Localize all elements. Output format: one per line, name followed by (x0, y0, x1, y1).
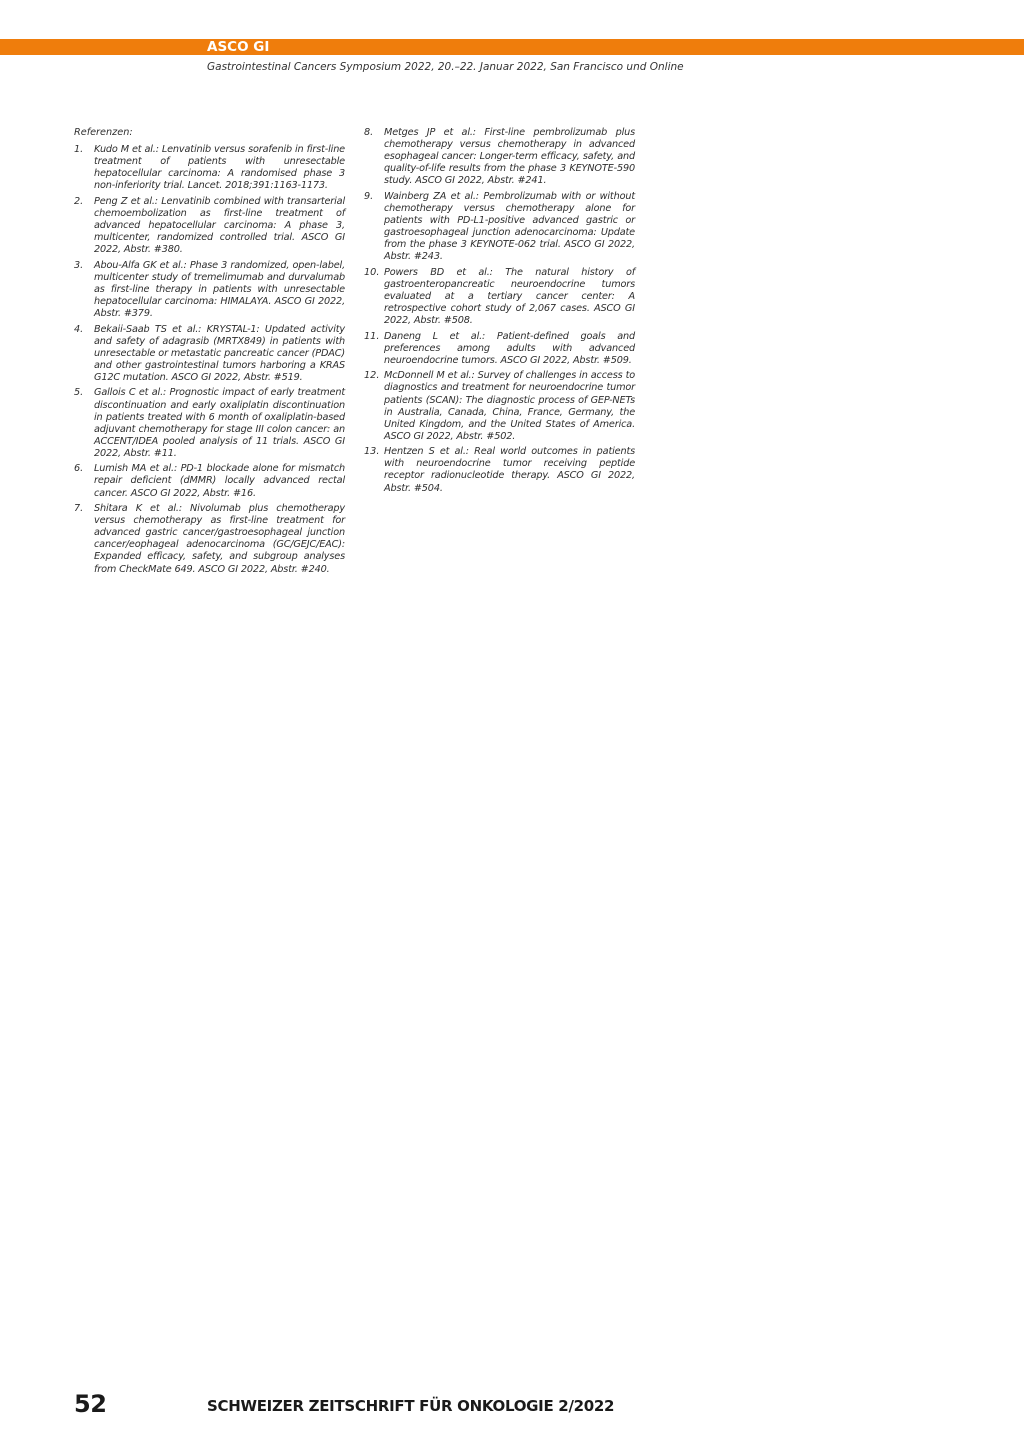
section-title: ASCO GI (207, 39, 270, 55)
reference-text: Abou-Alfa GK et al.: Phase 3 randomized, open-label, multicenter study of tremelimumab and durvalumab as first-line therapy in patients with unresectable hepatocellular carcinoma: HIMALAYA. ASCO GI 2022, Abstr. #379. (94, 259, 345, 320)
reference-text: McDonnell M et al.: Survey of challenges in access to diagnostics and treatment for neuroendocrine tumor patients (SCAN): The diagnostic process of GEP-NETs in Australia, Canada, China, France, Germany, the United Kingdom, and the United States of America. ASCO GI 2022, Abstr. #502. (384, 370, 635, 442)
reference-text: Wainberg ZA et al.: Pembrolizumab with or without chemotherapy versus chemotherapy alone for patients with PD-L1-positive advanced gastric or gastroesophageal junction adenocarcinoma: Update from the phase 3 KEYNOTE-062 trial. ASCO GI 2022, Abstr. #243. (384, 190, 635, 263)
reference-item (364, 370, 635, 443)
page-number: 52 (74, 1390, 107, 1418)
reference-item (74, 260, 345, 320)
reference-item (74, 196, 345, 256)
reference-item (364, 127, 635, 187)
reference-number: 12. (364, 370, 380, 382)
references-heading: Referenzen: (74, 127, 133, 138)
reference-text: Lumish MA et al.: PD-1 blockade alone for mismatch repair deficient (dMMR) locally advanced rectal cancer. ASCO GI 2022, Abstr. #16. (94, 463, 345, 499)
reference-number: 7. (74, 503, 84, 515)
references-list-right (364, 127, 635, 495)
reference-number: 10. (364, 266, 380, 278)
reference-text: Metges JP et al.: First-line pembrolizumab plus chemotherapy versus chemotherapy in advanced esophageal cancer: Longer-term efficacy, safety, and quality-of-life results from the phase 3 KEYNOTE-590 study. ASCO GI 2022, Abstr. #241. (384, 127, 635, 187)
reference-item (74, 144, 345, 192)
reference-text: Gallois C et al.: Prognostic impact of early treatment discontinuation and early oxaliplatin discontinuation in patients treated with 6 month of oxaliplatin-based adjuvant chemotherapy for stage III colon cancer: an ACCENT/IDEA pooled analysis of 11 trials. ASCO GI 2022, Abstr. #11. (94, 387, 345, 459)
reference-item (74, 463, 345, 499)
reference-item (74, 324, 345, 384)
reference-text: Daneng L et al.: Patient-defined goals and preferences among adults with advanced neuroendocrine tumors. ASCO GI 2022, Abstr. #509. (384, 330, 635, 366)
reference-text: Shitara K et al.: Nivolumab plus chemotherapy versus chemotherapy as first-line treatment for advanced gastric cancer/gastroesophageal junction cancer/eophageal adenocarcinoma (GC/GEJC/EAC): Expanded efficacy, safety, and subgroup analyses from CheckMate 649. ASCO GI 2022, Abstr. #240. (94, 503, 345, 575)
reference-item (74, 387, 345, 460)
reference-number: 5. (74, 387, 84, 399)
reference-item (74, 503, 345, 576)
reference-number: 11. (364, 330, 380, 342)
references-column-left (74, 127, 345, 579)
reference-number: 3. (74, 259, 84, 271)
reference-item (364, 331, 635, 367)
reference-number: 6. (74, 463, 84, 475)
reference-number: 13. (364, 446, 380, 458)
reference-text: Powers BD et al.: The natural history of gastroenteropancreatic neuroendocrine tumors evaluated at a tertiary cancer center: A retrospective cohort study of 2,067 cases. ASCO GI 2022, Abstr. #508. (384, 266, 635, 327)
reference-text: Bekaii-Saab TS et al.: KRYSTAL-1: Updated activity and safety of adagrasib (MRTX849) in patients with unresectable or metastatic pancreatic cancer (PDAC) and other gastrointestinal tumors harboring a KRAS G12C mutation. ASCO GI 2022, Abstr. #519. (94, 323, 345, 383)
reference-number: 9. (364, 190, 374, 202)
journal-title: SCHWEIZER ZEITSCHRIFT FÜR ONKOLOGIE 2/2022 (207, 1397, 615, 1415)
section-subtitle: Gastrointestinal Cancers Symposium 2022, 20.–22. Januar 2022, San Francisco und Online (207, 61, 684, 73)
reference-item (364, 267, 635, 327)
header-band (0, 39, 1024, 55)
references-list-left (74, 144, 345, 576)
reference-number: 2. (74, 195, 84, 207)
reference-item (364, 446, 635, 494)
reference-text: Peng Z et al.: Lenvatinib combined with transarterial chemoembolization as first-line treatment of advanced hepatocellular carcinoma: A phase 3, multicenter, randomized controlled trial. ASCO GI 2022, Abstr. #380. (94, 195, 345, 256)
references-column-right (364, 127, 635, 498)
reference-number: 8. (364, 127, 374, 138)
reference-number: 4. (74, 323, 84, 335)
reference-item (364, 191, 635, 264)
reference-text: Kudo M et al.: Lenvatinib versus sorafenib in first-line treatment of patients with unresectable hepatocellular carcinoma: A randomised phase 3 non-inferiority trial. Lancet. 2018;391:1163-1173. (94, 144, 345, 192)
reference-text: Hentzen S et al.: Real world outcomes in patients with neuroendocrine tumor receiving peptide receptor radionucleotide therapy. ASCO GI 2022, Abstr. #504. (384, 446, 635, 494)
reference-number: 1. (74, 144, 84, 156)
